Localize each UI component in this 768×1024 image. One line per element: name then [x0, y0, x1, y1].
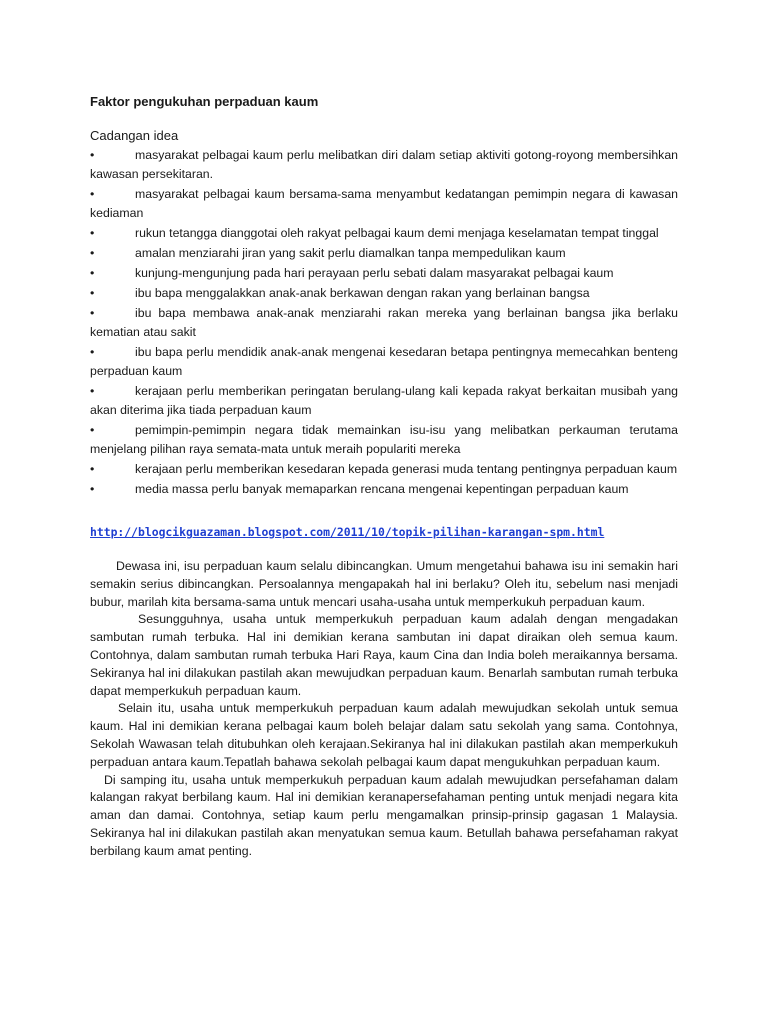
list-item: [90, 146, 678, 184]
list-item: [90, 343, 678, 381]
source-link[interactable]: http://blogcikguazaman.blogspot.com/2011/10/topik-pilihan-karangan-spm.html: [90, 525, 605, 539]
bullet-icon: •: [90, 286, 95, 300]
list-item: [90, 460, 678, 479]
list-item-text: ibu bapa membawa anak-anak menziarahi rakan mereka yang berlainan bangsa jika berlaku kematian atau sakit: [90, 306, 678, 339]
paragraph: Selain itu, usaha untuk memperkukuh perpaduan kaum adalah mewujudkan sekolah untuk semua kaum. Hal ini demikian kerana pelbagai kaum boleh belajar dalam satu sekolah yang sama. Contohnya, Sekolah Wawasan telah ditubuhkan oleh kerajaan.Sekiranya hal ini dilakukan pastilah akan memperkukuh perpaduan antara kaum.Tepatlah bahawa sekolah pelbagai kaum dapat mengukuhkan perpaduan kaum.: [90, 701, 678, 769]
list-item-text: masyarakat pelbagai kaum bersama-sama menyambut kedatangan pemimpin negara di kawasan kediaman: [90, 187, 678, 220]
bullet-icon: •: [90, 306, 95, 320]
document-title: Faktor pengukuhan perpaduan kaum: [90, 94, 319, 109]
bullet-icon: •: [90, 266, 95, 280]
bullet-icon: •: [90, 384, 95, 398]
bullet-icon: •: [90, 423, 95, 437]
list-item-text: kerajaan perlu memberikan peringatan berulang-ulang kali kepada rakyat berkaitan musibah yang akan diterima jika tiada perpaduan kaum: [90, 384, 678, 417]
essay-body: [90, 558, 678, 861]
idea-list: [90, 146, 678, 500]
list-item: [90, 382, 678, 420]
list-item: [90, 284, 678, 303]
bullet-icon: •: [90, 345, 95, 359]
list-item-text: kunjung-mengunjung pada hari perayaan perlu sebati dalam masyarakat pelbagai kaum: [135, 266, 614, 280]
list-item-text: media massa perlu banyak memaparkan rencana mengenai kepentingan perpaduan kaum: [135, 482, 629, 496]
bullet-icon: •: [90, 148, 95, 162]
list-item: [90, 224, 678, 243]
subheading: Cadangan idea: [90, 128, 179, 143]
list-item-text: masyarakat pelbagai kaum perlu melibatkan diri dalam setiap aktiviti gotong-royong membersihkan kawasan persekitaran.: [90, 148, 678, 181]
list-item-text: pemimpin-pemimpin negara tidak memainkan isu-isu yang melibatkan perkauman terutama menjelang pilihan raya semata-mata untuk meraih populariti mereka: [90, 423, 678, 456]
list-item-text: ibu bapa perlu mendidik anak-anak mengenai kesedaran betapa pentingnya memecahkan benteng perpaduan kaum: [90, 345, 678, 378]
bullet-icon: •: [90, 187, 95, 201]
list-item: [90, 185, 678, 223]
list-item-text: ibu bapa menggalakkan anak-anak berkawan dengan rakan yang berlainan bangsa: [135, 286, 590, 300]
list-item-text: rukun tetangga dianggotai oleh rakyat pelbagai kaum demi menjaga keselamatan tempat tinggal: [135, 226, 659, 240]
bullet-icon: •: [90, 226, 95, 240]
bullet-icon: •: [90, 482, 95, 496]
list-item: [90, 264, 678, 283]
list-item-text: amalan menziarahi jiran yang sakit perlu diamalkan tanpa mempedulikan kaum: [135, 246, 566, 260]
list-item: [90, 244, 678, 263]
paragraph: Dewasa ini, isu perpaduan kaum selalu dibincangkan. Umum mengetahui bahawa isu ini semakin hari semakin serius dibincangkan. Persoalannya mengapakah hal ini berlaku? Oleh itu, sebelum nasi menjadi bubur, marilah kita bersama-sama untuk mencari usaha-usaha untuk memperkukuh perpaduan kaum.: [90, 559, 678, 609]
list-item-text: kerajaan perlu memberikan kesedaran kepada generasi muda tentang pentingnya perpaduan kaum: [135, 462, 678, 476]
paragraph: Di samping itu, usaha untuk memperkukuh perpaduan kaum adalah mewujudkan persefahaman dalam kalangan rakyat berbilang kaum. Hal ini demikian keranapersefahaman penting untuk menjadi negara kita aman dan damai. Contohnya, setiap kaum perlu mengamalkan prinsip-prinsip gagasan 1 Malaysia. Sekiranya hal ini dilakukan pastilah akan menyatukan semua kaum. Betullah bahawa persefahaman rakyat berbilang kaum amat penting.: [90, 772, 678, 858]
list-item: [90, 304, 678, 342]
list-item: [90, 480, 678, 499]
bullet-icon: •: [90, 462, 95, 476]
paragraph: Sesungguhnya, usaha untuk memperkukuh perpaduan kaum adalah dengan mengadakan sambutan rumah terbuka. Hal ini demikian kerana sambutan ini dapat diraikan oleh semua kaum. Contohnya, dalam sambutan rumah terbuka Hari Raya, kaum Cina dan India boleh meraikannya bersama. Sekiranya hal ini dilakukan pastilah akan mewujudkan perpaduan kaum. Benarlah sambutan rumah terbuka dapat memperkukuh perpaduan kaum.: [90, 612, 678, 698]
list-item: [90, 421, 678, 459]
bullet-icon: •: [90, 246, 95, 260]
